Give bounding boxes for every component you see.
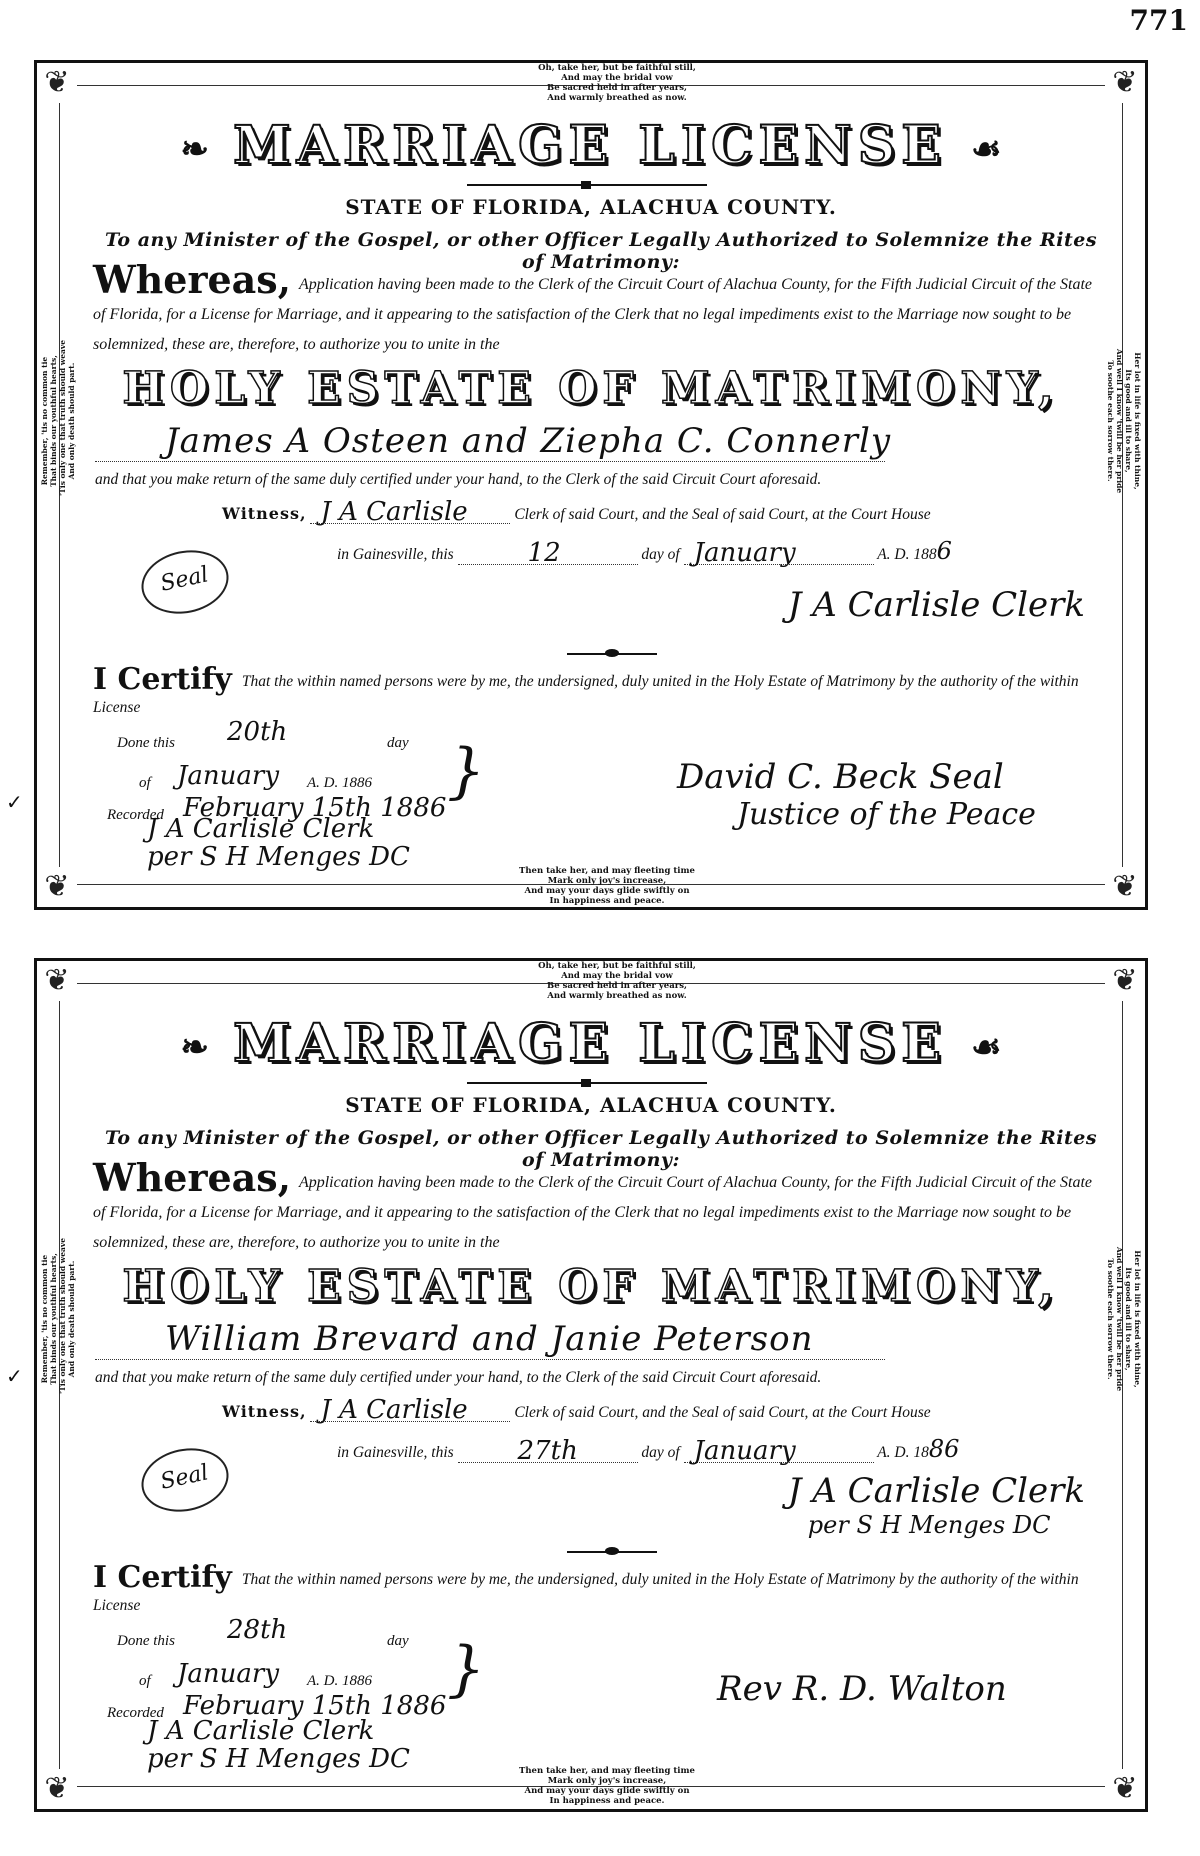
- page-number: 771: [1129, 4, 1188, 37]
- recorded-date: February 15th 1886: [183, 793, 447, 823]
- divider: [467, 181, 707, 189]
- done-section: Done this 20th day of January A. D. 1886 Recorded February 15th 1886 }: [107, 717, 486, 823]
- done-month-value: January: [177, 1659, 280, 1689]
- whereas-word: Whereas,: [93, 257, 291, 302]
- officiant-signature: Rev R. D. Walton: [717, 1669, 1007, 1709]
- license-title: ❧ MARRIAGE LICENSE ☙: [180, 1013, 1002, 1074]
- clerk-signature: J A Carlisle Clerk: [787, 585, 1085, 625]
- whereas-paragraph: Whereas, Application having been made to the Clerk of the Circuit Court of Alachua County, for the Fifth Judicial Circuit of the State of Florida, for a License for Marriage, and it appearing to the satisfaction of the Clerk that no legal impediments exist to the Marriage now sought to be solemnized, these are, therefore, to authorize you to unite in the: [93, 257, 1093, 353]
- ornament-corner-icon: ❦: [1105, 867, 1145, 907]
- marriage-license-1: [34, 60, 1148, 910]
- marriage-license-2: [34, 958, 1148, 1812]
- ornament-corner-icon: ❦: [1105, 961, 1145, 1001]
- top-verse: Oh, take her, but be faithful still, And may the bridal vow Be sacred held in after years, And warmly breathed as now.: [538, 63, 696, 103]
- date-row: in Gainesville, this 27th day of January A. D. 1886: [337, 1435, 960, 1466]
- right-verse: Her lot in life is fixed with thine, Its good and ill to share, And well I know 'twill be her pride To soothe each sorrow there.: [1106, 1246, 1142, 1392]
- ornament-corner-icon: ❦: [1105, 63, 1145, 103]
- holy-estate-heading: HOLY ESTATE OF MATRIMONY,: [122, 1261, 1060, 1312]
- flourish-icon: ☙: [971, 129, 1002, 170]
- recorded-signature: J A Carlisle Clerk per S H Menges DC: [147, 814, 410, 872]
- recorded-signature: J A Carlisle Clerk per S H Menges DC: [147, 1716, 410, 1774]
- whereas-paragraph: Whereas, Application having been made to the Clerk of the Circuit Court of Alachua County, for the Fifth Judicial Circuit of the State of Florida, for a License for Marriage, and it appearing to the satisfaction of the Clerk that no legal impediments exist to the Marriage now sought to be solemnized, these are, therefore, to authorize you to unite in the: [93, 1155, 1093, 1251]
- whereas-word: Whereas,: [93, 1155, 291, 1200]
- check-mark-icon: ✓: [6, 790, 23, 814]
- done-day-value: 20th: [227, 717, 288, 747]
- court-seal: Seal: [136, 1441, 235, 1520]
- year-value: 6: [936, 537, 952, 565]
- witness-clerk-signature: J A Carlisle: [320, 1395, 468, 1425]
- clerk-signature: J A Carlisle Clerk per S H Menges DC: [787, 1471, 1085, 1539]
- bottom-verse: Then take her, and may fleeting time Mark only joy's increase, And may your days glide swiftly on In happiness and peace.: [519, 1766, 695, 1806]
- done-month-value: January: [177, 761, 280, 791]
- flourish-icon: ☙: [971, 1027, 1002, 1068]
- flourish-icon: ❧: [180, 1027, 209, 1068]
- done-section: Done this 28th day of January A. D. 1886 Recorded February 15th 1886 }: [107, 1615, 486, 1721]
- couple-names: James A Osteen and Ziepha C. Connerly: [165, 421, 892, 461]
- divider: [567, 651, 657, 657]
- top-verse: Oh, take her, but be faithful still, And may the bridal vow Be sacred held in after years, And warmly breathed as now.: [538, 961, 696, 1001]
- state-heading: STATE OF FLORIDA, ALACHUA COUNTY.: [345, 1093, 837, 1117]
- date-row: in Gainesville, this 12 day of January A. D. 1886: [337, 537, 952, 568]
- return-clause: and that you make return of the same duly certified under your hand, to the Clerk of the said Circuit Court aforesaid.: [95, 1369, 822, 1386]
- divider: [567, 1549, 657, 1555]
- witness-row: Witness, J A Carlisle Clerk of said Court, and the Seal of said Court, at the Court House: [222, 1395, 931, 1425]
- address-line: To any Minister of the Gospel, or other Officer Legally Authorized to Solemnize the Rites of Matrimony:: [104, 229, 1098, 273]
- certify-paragraph: I Certify That the within named persons were by me, the undersigned, duly united in the Holy Estate of Matrimony by the authority of the within License: [93, 662, 1079, 716]
- done-day-value: 28th: [227, 1615, 288, 1645]
- witness-clerk-signature: J A Carlisle: [320, 497, 468, 527]
- left-verse: Remember, 'tis no common tie That binds our youthful hearts, 'Tis only one that truth should weave And only death should part.: [40, 1238, 76, 1394]
- officiant-signature: David C. Beck Seal: [677, 757, 1004, 797]
- year-value: 86: [928, 1435, 960, 1463]
- ornament-corner-icon: ❦: [37, 1769, 77, 1809]
- witness-row: Witness, J A Carlisle Clerk of said Court, and the Seal of said Court, at the Court House: [222, 497, 931, 527]
- flourish-icon: ❧: [180, 129, 209, 170]
- month-value: January: [693, 538, 796, 568]
- day-value: 12: [527, 538, 561, 568]
- return-clause: and that you make return of the same duly certified under your hand, to the Clerk of the said Circuit Court aforesaid.: [95, 471, 822, 488]
- names-line: [95, 1319, 885, 1360]
- right-verse: Her lot in life is fixed with thine, Its good and ill to share, And well I know 'twill be her pride To soothe each sorrow there.: [1106, 348, 1142, 494]
- names-line: [95, 421, 892, 462]
- officiant-title: Justice of the Peace: [737, 797, 1036, 832]
- day-value: 27th: [517, 1436, 578, 1466]
- ornament-corner-icon: ❦: [1105, 1769, 1145, 1809]
- recorded-date: February 15th 1886: [183, 1691, 447, 1721]
- certify-paragraph: I Certify That the within named persons were by me, the undersigned, duly united in the Holy Estate of Matrimony by the authority of the within License: [93, 1560, 1079, 1614]
- check-mark-icon: ✓: [6, 1364, 23, 1388]
- left-verse: Remember, 'tis no common tie That binds our youthful hearts, 'Tis only one that truth should weave And only death should part.: [40, 340, 76, 496]
- ornament-corner-icon: ❦: [37, 867, 77, 907]
- ornament-corner-icon: ❦: [37, 961, 77, 1001]
- ornament-corner-icon: ❦: [37, 63, 77, 103]
- bottom-verse: Then take her, and may fleeting time Mark only joy's increase, And may your days glide swiftly on In happiness and peace.: [519, 866, 695, 906]
- month-value: January: [693, 1436, 796, 1466]
- holy-estate-heading: HOLY ESTATE OF MATRIMONY,: [122, 363, 1060, 414]
- state-heading: STATE OF FLORIDA, ALACHUA COUNTY.: [345, 195, 837, 219]
- license-title: ❧ MARRIAGE LICENSE ☙: [180, 115, 1002, 176]
- court-seal: Seal: [136, 543, 235, 622]
- divider: [467, 1079, 707, 1087]
- couple-names: William Brevard and Janie Peterson: [165, 1319, 814, 1359]
- address-line: To any Minister of the Gospel, or other Officer Legally Authorized to Solemnize the Rites of Matrimony:: [104, 1127, 1098, 1171]
